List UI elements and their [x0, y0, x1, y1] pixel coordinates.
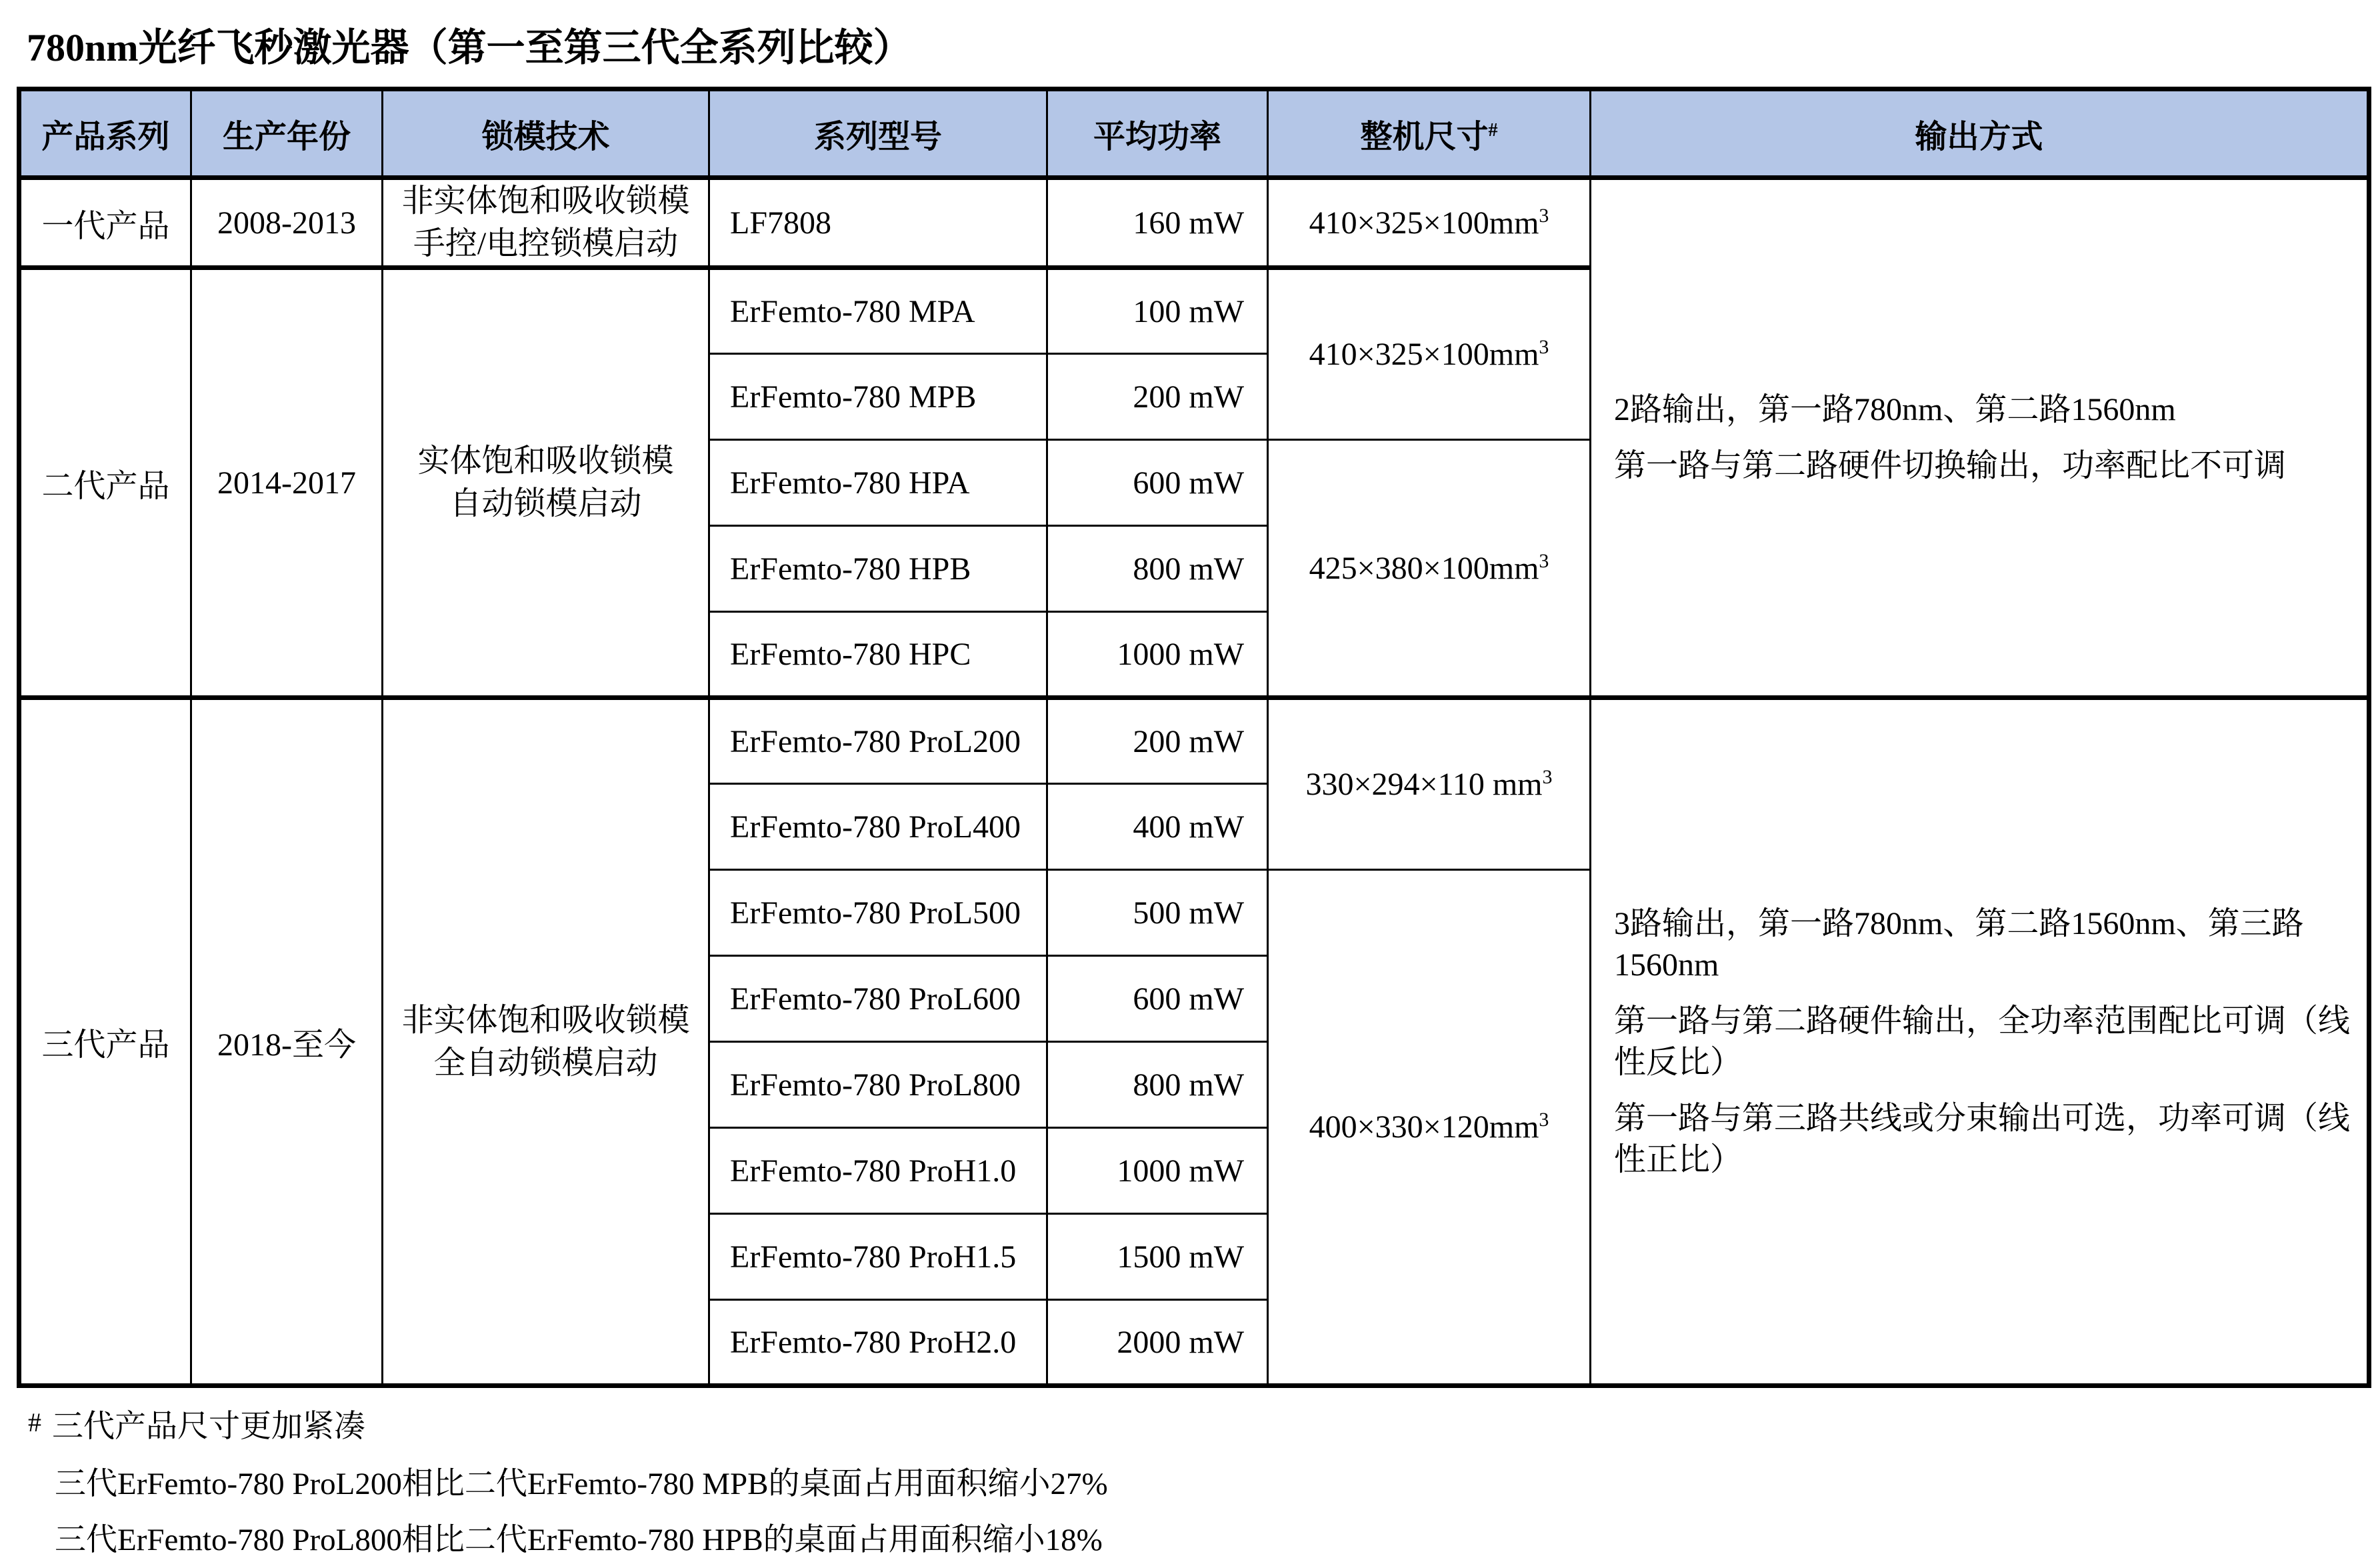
output-line: 3路输出，第一路780nm、第二路1560nm、第三路1560nm — [1614, 905, 2304, 983]
power-cell: 800 mW — [1047, 526, 1268, 612]
gen1-lock-line2: 手控/电控锁模启动 — [413, 226, 679, 261]
row-gen3-prol200 — [19, 698, 2369, 784]
gen3-lock-line1: 非实体饱和吸收锁模 — [401, 1002, 690, 1038]
dimensions-exponent: 3 — [1539, 204, 1549, 227]
model-cell: ErFemto-780 HPA — [709, 440, 1047, 526]
row-gen1-lf7808 — [19, 178, 2369, 268]
column-header-output: 输出方式 — [1591, 89, 2369, 178]
column-header-dimensions — [1268, 89, 1591, 178]
gen1-series-cell: 一代产品 — [19, 178, 191, 268]
output-line: 2路输出，第一路780nm、第二路1560nm — [1614, 391, 2176, 427]
footnote-marker: # — [28, 1407, 41, 1437]
power-cell: 200 mW — [1047, 698, 1268, 784]
dimensions-cell — [1268, 178, 1591, 268]
power-cell: 200 mW — [1047, 354, 1268, 440]
gen3-lock-line2: 全自动锁模启动 — [433, 1045, 658, 1081]
gen2-years-cell: 2014-2017 — [191, 268, 383, 698]
power-cell: 1500 mW — [1047, 1214, 1268, 1300]
model-cell: ErFemto-780 ProH1.0 — [709, 1128, 1047, 1214]
dimensions-exponent: 3 — [1539, 1109, 1549, 1131]
power-cell: 2000 mW — [1047, 1300, 1268, 1386]
power-cell: 1000 mW — [1047, 612, 1268, 698]
model-cell: ErFemto-780 ProH2.0 — [709, 1300, 1047, 1386]
gen2-lock-line1: 实体饱和吸收锁模 — [417, 443, 674, 479]
model-cell: ErFemto-780 HPC — [709, 612, 1047, 698]
power-cell: 100 mW — [1047, 268, 1268, 354]
dimensions-value: 410×325×100mm — [1309, 205, 1539, 241]
gen2-series-cell: 二代产品 — [19, 268, 191, 698]
power-cell: 600 mW — [1047, 956, 1268, 1042]
header-row — [19, 89, 2369, 178]
footnote-line3: 三代ErFemto-780 ProL800相比二代ErFemto-780 HPB的桌面占用面积缩小18% — [55, 1523, 1103, 1557]
model-cell: ErFemto-780 ProL500 — [709, 870, 1047, 956]
gen2-lock-line2: 自动锁模启动 — [449, 486, 642, 521]
power-cell: 160 mW — [1047, 178, 1268, 268]
dimensions-exponent: 3 — [1539, 336, 1549, 358]
output-line: 第一路与第二路硬件输出，全功率范围配比可调（线性反比） — [1614, 1003, 2351, 1080]
dimensions-value: 400×330×120mm — [1309, 1109, 1539, 1145]
column-header-lock: 锁模技术 — [383, 89, 709, 178]
footnote-line1 — [28, 1399, 1108, 1456]
dimensions-value: 330×294×110 mm — [1305, 767, 1543, 802]
footnote-line2: 三代ErFemto-780 ProL200相比二代ErFemto-780 MPB的桌面占用面积缩小27% — [55, 1467, 1108, 1501]
dimensions-value: 410×325×100mm — [1309, 337, 1539, 372]
dimensions-cell — [1268, 268, 1591, 440]
model-cell: ErFemto-780 MPA — [709, 268, 1047, 354]
gen1-lock-cell — [383, 178, 709, 268]
dimensions-value: 425×380×100mm — [1309, 550, 1539, 586]
dimensions-cell — [1268, 870, 1591, 1386]
column-header-years: 生产年份 — [191, 89, 383, 178]
dimensions-footnote-mark: # — [1488, 119, 1498, 141]
model-cell: ErFemto-780 ProL200 — [709, 698, 1047, 784]
output-cell-gen1-gen2 — [1591, 178, 2369, 698]
gen3-lock-cell — [383, 698, 709, 1386]
dimensions-cell — [1268, 698, 1591, 870]
dimensions-exponent: 3 — [1539, 549, 1549, 572]
gen2-lock-cell — [383, 268, 709, 698]
column-header-model: 系列型号 — [709, 89, 1047, 178]
document-title: 780nm光纤飞秒激光器（第一至第三代全系列比较） — [27, 26, 912, 69]
column-header-power: 平均功率 — [1047, 89, 1268, 178]
power-cell: 800 mW — [1047, 1042, 1268, 1128]
footnote-line1-text: 三代产品尺寸更加紧凑 — [52, 1409, 365, 1444]
dimensions-header-label: 整机尺寸 — [1360, 119, 1489, 155]
model-cell: LF7808 — [709, 178, 1047, 268]
gen3-series-cell: 三代产品 — [19, 698, 191, 1386]
model-cell: ErFemto-780 ProH1.5 — [709, 1214, 1047, 1300]
dimensions-cell — [1268, 440, 1591, 698]
model-cell: ErFemto-780 ProL400 — [709, 784, 1047, 870]
power-cell: 600 mW — [1047, 440, 1268, 526]
dimensions-exponent: 3 — [1542, 766, 1553, 788]
comparison-table — [17, 87, 2371, 1388]
power-cell: 400 mW — [1047, 784, 1268, 870]
model-cell: ErFemto-780 MPB — [709, 354, 1047, 440]
output-line: 第一路与第三路共线或分束输出可选，功率可调（线性正比） — [1614, 1100, 2351, 1177]
power-cell: 500 mW — [1047, 870, 1268, 956]
gen3-years-cell: 2018-至今 — [191, 698, 383, 1386]
model-cell: ErFemto-780 ProL600 — [709, 956, 1047, 1042]
column-header-series: 产品系列 — [19, 89, 191, 178]
gen1-lock-line1: 非实体饱和吸收锁模 — [401, 183, 690, 219]
model-cell: ErFemto-780 HPB — [709, 526, 1047, 612]
gen1-years-cell: 2008-2013 — [191, 178, 383, 268]
output-cell-gen3 — [1591, 698, 2369, 1386]
output-line: 第一路与第二路硬件切换输出，功率配比不可调 — [1614, 447, 2287, 483]
power-cell: 1000 mW — [1047, 1128, 1268, 1214]
model-cell: ErFemto-780 ProL800 — [709, 1042, 1047, 1128]
